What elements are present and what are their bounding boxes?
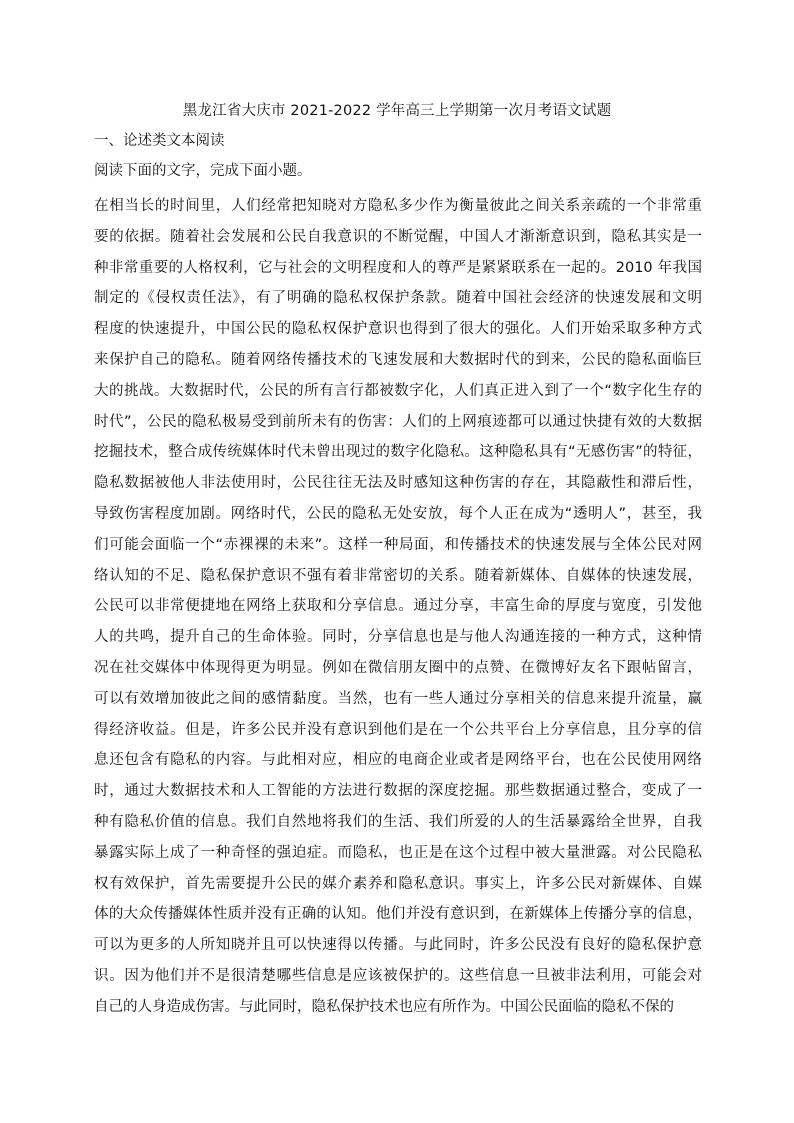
passage-line: 可以有效增加彼此之间的感情黏度。当然，也有一些人通过分享相关的信息来提升流量，赢 xyxy=(94,690,702,707)
passage-line: 隐私数据被他人非法使用时，公民往往无法及时感知这种伤害的存在，其隐蔽性和滞后性， xyxy=(94,475,702,492)
passage-line: 自己的人身造成伤害。与此同时，隐私保护技术也应有所作为。中国公民面临的隐私不保的 xyxy=(94,998,674,1015)
passage-line: 要的依据。随着社会发展和公民自我意识的不断觉醒，中国人才渐渐意识到，隐私其实是一 xyxy=(94,228,702,245)
passage-line: 息还包含有隐私的内容。与此相对应，相应的电商企业或者是网络平台，也在公民使用网络 xyxy=(94,752,702,769)
passage-line: 挖掘技术，整合成传统媒体时代未曾出现过的数字化隐私。这种隐私具有“无感伤害”的特征， xyxy=(94,444,702,461)
passage-line: 时代”，公民的隐私极易受到前所未有的伤害：人们的上网痕迹都可以通过快捷有效的大数据 xyxy=(94,413,702,430)
passage-line: 识。因为他们并不是很清楚哪些信息是应该被保护的。这些信息一旦被非法利用，可能会对 xyxy=(94,967,702,984)
document-title: 黑龙江省大庆市 2021-2022 学年高三上学期第一次月考语文试题 xyxy=(182,103,612,119)
passage-line: 公民可以非常便捷地在网络上获取和分享信息。通过分享，丰富生命的厚度与宽度，引发他 xyxy=(94,598,702,615)
passage-line: 程度的快速提升，中国公民的隐私权保护意识也得到了很大的强化。人们开始采取多种方式 xyxy=(94,321,702,338)
passage-line: 导致伤害程度加剧。网络时代，公民的隐私无处安放，每个人正在成为“透明人”，甚至，我 xyxy=(94,505,702,522)
passage-line: 人的共鸣，提升自己的生命体验。同时，分享信息也是与他人沟通连接的一种方式，这种情 xyxy=(94,629,702,646)
passage-line: 们可能会面临一个“赤裸裸的未来”。这样一种局面，和传播技术的快速发展与全体公民对网 xyxy=(94,536,702,553)
passage-line: 制定的《侵权责任法》，有了明确的隐私权保护条款。随着中国社会经济的快速发展和文明 xyxy=(94,290,702,307)
passage-line: 大的挑战。大数据时代，公民的所有言行都被数字化，人们真正进入到了一个“数字化生存的 xyxy=(94,382,702,399)
passage-body xyxy=(94,191,702,1023)
passage-line: 暴露实际上成了一种奇怪的强迫症。而隐私，也正是在这个过程中被大量泄露。对公民隐私 xyxy=(94,844,702,861)
passage-line: 体的大众传播媒体性质并没有正确的认知。他们并没有意识到，在新媒体上传播分享的信息， xyxy=(94,906,702,923)
section-heading: 一、论述类文本阅读 xyxy=(94,133,225,149)
passage-line: 种有隐私价值的信息。我们自然地将我们的生活、我们所爱的人的生活暴露给全世界，自我 xyxy=(94,813,702,830)
passage-line: 时，通过大数据技术和人工智能的方法进行数据的深度挖掘。那些数据通过整合，变成了一 xyxy=(94,783,702,800)
passage-line: 络认知的不足、隐私保护意识不强有着非常密切的关系。随着新媒体、自媒体的快速发展， xyxy=(94,567,702,584)
passage-line: 况在社交媒体中体现得更为明显。例如在微信朋友圈中的点赞、在微博好友名下跟帖留言， xyxy=(94,659,702,676)
passage-line: 权有效保护，首先需要提升公民的媒介素养和隐私意识。事实上，许多公民对新媒体、自媒 xyxy=(94,875,702,892)
passage-line: 种非常重要的人格权利，它与社会的文明程度和人的尊严是紧紧联系在一起的。2010 年我国 xyxy=(94,259,702,276)
passage-line: 在相当长的时间里，人们经常把知晓对方隐私多少作为衡量彼此之间关系亲疏的一个非常重 xyxy=(94,198,702,214)
passage-line: 可以为更多的人所知晓并且可以快速得以传播。与此同时，许多公民没有良好的隐私保护意 xyxy=(94,937,702,954)
reading-instruction: 阅读下面的文字，完成下面小题。 xyxy=(94,163,312,179)
passage-line: 来保护自己的隐私。随着网络传播技术的飞速发展和大数据时代的到来，公民的隐私面临巨 xyxy=(94,351,702,368)
passage-line: 得经济收益。但是，许多公民并没有意识到他们是在一个公共平台上分享信息，且分享的信 xyxy=(94,721,702,738)
